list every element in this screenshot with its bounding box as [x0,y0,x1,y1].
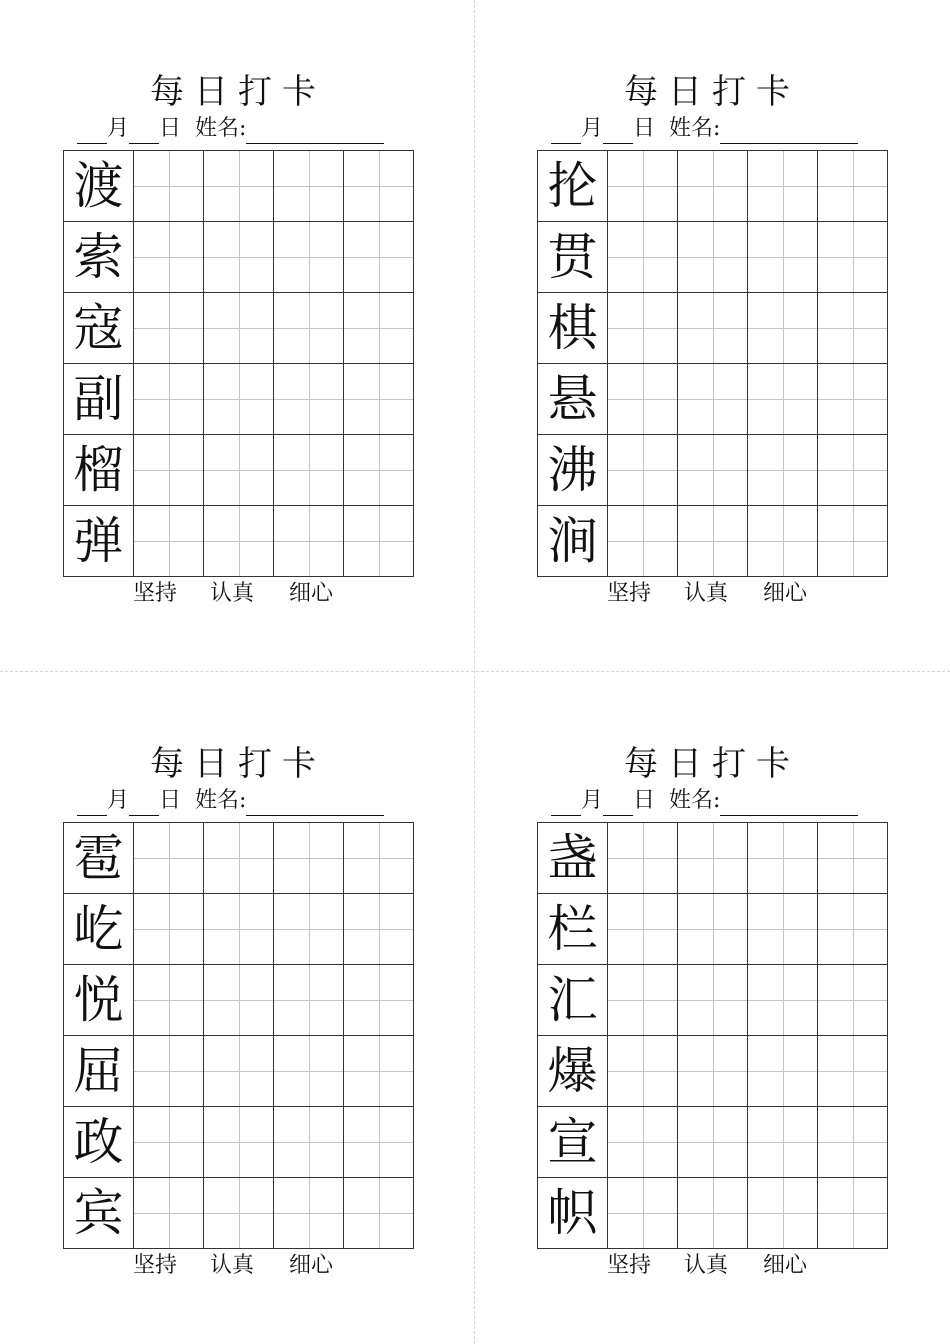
practice-cell[interactable] [818,823,888,894]
practice-cell[interactable] [818,364,888,435]
grid-row [538,222,888,293]
grid-row [538,965,888,1036]
motto-persist: 坚持 [133,1253,178,1278]
model-character: 弹 [64,506,134,577]
grid-row [64,1107,414,1178]
month-label: 月 [581,116,604,141]
grid-row [64,506,414,577]
model-character: 政 [64,1107,134,1178]
grid-row [64,894,414,965]
model-character: 雹 [64,823,134,894]
grid-row [64,1178,414,1249]
grid-row [64,823,414,894]
card-title: 每日打卡 [150,72,326,112]
practice-cell[interactable] [678,1036,748,1107]
practice-cell[interactable] [678,1107,748,1178]
card-title: 每日打卡 [624,744,800,784]
model-character: 悦 [64,965,134,1036]
motto [537,1248,887,1284]
model-character: 棋 [538,293,608,364]
practice-cell[interactable] [274,1107,344,1178]
card-title: 每日打卡 [150,744,326,784]
grid-row [64,1036,414,1107]
practice-cell[interactable] [274,894,344,965]
grid-row [538,364,888,435]
practice-cell[interactable] [818,222,888,293]
motto-persist: 坚持 [607,581,652,606]
card-title: 每日打卡 [624,72,800,112]
practice-cell[interactable] [204,364,274,435]
practice-cell[interactable] [344,894,414,965]
grid-row [538,151,888,222]
day-label: 日 [159,116,182,141]
grid-row [64,364,414,435]
name-blank[interactable] [246,793,384,816]
practice-cell[interactable] [344,293,414,364]
model-character: 寇 [64,293,134,364]
practice-cell[interactable] [678,364,748,435]
practice-cell[interactable] [818,1036,888,1107]
practice-cell[interactable] [748,823,818,894]
month-label: 月 [107,788,130,813]
model-character: 贯 [538,222,608,293]
practice-cell[interactable] [678,823,748,894]
model-character: 涧 [538,506,608,577]
motto-careful: 认真 [684,1253,729,1278]
practice-cell[interactable] [344,364,414,435]
practice-cell[interactable] [748,435,818,506]
practice-cell[interactable] [608,894,678,965]
practice-cell[interactable] [748,1036,818,1107]
practice-cell[interactable] [134,506,204,577]
vertical-cut-line [474,0,475,1344]
date-name-line [77,786,413,816]
practice-cell[interactable] [274,364,344,435]
practice-cell[interactable] [818,965,888,1036]
practice-cell[interactable] [204,222,274,293]
practice-cell[interactable] [678,222,748,293]
name-label: 姓名: [669,116,721,141]
practice-cell[interactable] [204,293,274,364]
grid-row [538,1107,888,1178]
practice-cell[interactable] [134,823,204,894]
practice-cell[interactable] [204,1178,274,1249]
model-character: 汇 [538,965,608,1036]
practice-cell[interactable] [608,823,678,894]
month-blank[interactable] [77,793,107,816]
practice-cell[interactable] [204,965,274,1036]
practice-cell[interactable] [134,293,204,364]
practice-cell[interactable] [344,823,414,894]
model-character: 爆 [538,1036,608,1107]
practice-cell[interactable] [748,293,818,364]
practice-cell[interactable] [678,151,748,222]
practice-cell[interactable] [818,293,888,364]
practice-cell[interactable] [818,894,888,965]
date-name-line [551,114,887,144]
practice-cell[interactable] [274,1178,344,1249]
practice-cell[interactable] [274,293,344,364]
name-label: 姓名: [669,788,721,813]
practice-cell[interactable] [344,222,414,293]
practice-cell[interactable] [818,1178,888,1249]
practice-cell[interactable] [274,823,344,894]
practice-cell[interactable] [204,823,274,894]
practice-cell[interactable] [608,965,678,1036]
name-label: 姓名: [195,788,247,813]
practice-cell[interactable] [748,506,818,577]
motto [537,576,887,612]
practice-cell[interactable] [274,506,344,577]
motto-persist: 坚持 [133,581,178,606]
day-blank[interactable] [129,121,159,144]
grid-row [538,506,888,577]
practice-cell[interactable] [204,151,274,222]
practice-cell[interactable] [204,435,274,506]
grid-row [538,1036,888,1107]
practice-cell[interactable] [818,151,888,222]
practice-cell[interactable] [134,1178,204,1249]
practice-cell[interactable] [204,894,274,965]
practice-cell[interactable] [678,435,748,506]
grid-row [538,1178,888,1249]
model-character: 抡 [538,151,608,222]
practice-card-1 [63,70,413,630]
motto-careful: 认真 [210,1253,255,1278]
practice-cell[interactable] [748,222,818,293]
practice-cell[interactable] [344,1178,414,1249]
model-character: 栏 [538,894,608,965]
practice-cell[interactable] [818,506,888,577]
horizontal-cut-line [0,671,950,672]
practice-cell[interactable] [608,1036,678,1107]
day-label: 日 [633,788,656,813]
date-name-line [77,114,413,144]
day-blank[interactable] [129,793,159,816]
practice-cell[interactable] [134,151,204,222]
month-label: 月 [581,788,604,813]
practice-cell[interactable] [134,1036,204,1107]
model-character: 屹 [64,894,134,965]
grid-row [538,435,888,506]
motto-attentive: 细心 [763,1253,808,1278]
grid-row [64,151,414,222]
motto [63,576,413,612]
grid-row [64,965,414,1036]
date-name-line [551,786,887,816]
practice-cell[interactable] [274,1036,344,1107]
name-blank[interactable] [720,793,858,816]
practice-cell[interactable] [204,1107,274,1178]
model-character: 悬 [538,364,608,435]
practice-cell[interactable] [134,435,204,506]
grid-row [64,293,414,364]
grid-row [64,222,414,293]
motto-careful: 认真 [210,581,255,606]
practice-cell[interactable] [274,222,344,293]
model-character: 盏 [538,823,608,894]
practice-cell[interactable] [748,151,818,222]
practice-card-3 [63,742,413,1302]
day-blank[interactable] [603,121,633,144]
model-character: 榴 [64,435,134,506]
practice-cell[interactable] [344,506,414,577]
practice-cell[interactable] [134,1107,204,1178]
model-character: 沸 [538,435,608,506]
day-label: 日 [159,788,182,813]
practice-cell[interactable] [748,1178,818,1249]
practice-card-2 [537,70,887,630]
motto-attentive: 细心 [289,1253,334,1278]
practice-cell[interactable] [678,293,748,364]
grid-row [538,293,888,364]
practice-cell[interactable] [678,506,748,577]
practice-cell[interactable] [274,965,344,1036]
month-blank[interactable] [551,121,581,144]
practice-cell[interactable] [608,151,678,222]
practice-cell[interactable] [608,435,678,506]
model-character: 宾 [64,1178,134,1249]
grid-row [538,823,888,894]
practice-card-4 [537,742,887,1302]
month-blank[interactable] [77,121,107,144]
model-character: 宣 [538,1107,608,1178]
practice-cell[interactable] [344,1036,414,1107]
practice-cell[interactable] [274,151,344,222]
model-character: 屈 [64,1036,134,1107]
practice-cell[interactable] [608,364,678,435]
name-blank[interactable] [246,121,384,144]
writing-grid [63,150,414,577]
practice-cell[interactable] [818,435,888,506]
practice-cell[interactable] [344,151,414,222]
month-blank[interactable] [551,793,581,816]
practice-cell[interactable] [748,894,818,965]
model-character: 索 [64,222,134,293]
practice-cell[interactable] [678,965,748,1036]
practice-cell[interactable] [678,1178,748,1249]
name-blank[interactable] [720,121,858,144]
practice-cell[interactable] [134,894,204,965]
grid-row [64,435,414,506]
practice-cell[interactable] [134,222,204,293]
practice-cell[interactable] [344,965,414,1036]
practice-cell[interactable] [748,1107,818,1178]
motto-attentive: 细心 [763,581,808,606]
practice-cell[interactable] [608,506,678,577]
day-label: 日 [633,116,656,141]
practice-cell[interactable] [204,1036,274,1107]
practice-cell[interactable] [344,435,414,506]
writing-grid [63,822,414,1249]
practice-cell[interactable] [608,222,678,293]
practice-cell[interactable] [134,965,204,1036]
writing-grid [537,822,888,1249]
practice-cell[interactable] [818,1107,888,1178]
month-label: 月 [107,116,130,141]
practice-cell[interactable] [134,364,204,435]
motto [63,1248,413,1284]
grid-row [538,894,888,965]
name-label: 姓名: [195,116,247,141]
model-character: 帜 [538,1178,608,1249]
motto-persist: 坚持 [607,1253,652,1278]
practice-cell[interactable] [608,1107,678,1178]
practice-cell[interactable] [748,965,818,1036]
motto-careful: 认真 [684,581,729,606]
practice-cell[interactable] [748,364,818,435]
writing-grid [537,150,888,577]
practice-cell[interactable] [608,1178,678,1249]
motto-attentive: 细心 [289,581,334,606]
day-blank[interactable] [603,793,633,816]
model-character: 渡 [64,151,134,222]
practice-cell[interactable] [204,506,274,577]
practice-cell[interactable] [678,894,748,965]
model-character: 副 [64,364,134,435]
practice-cell[interactable] [608,293,678,364]
practice-cell[interactable] [274,435,344,506]
practice-cell[interactable] [344,1107,414,1178]
